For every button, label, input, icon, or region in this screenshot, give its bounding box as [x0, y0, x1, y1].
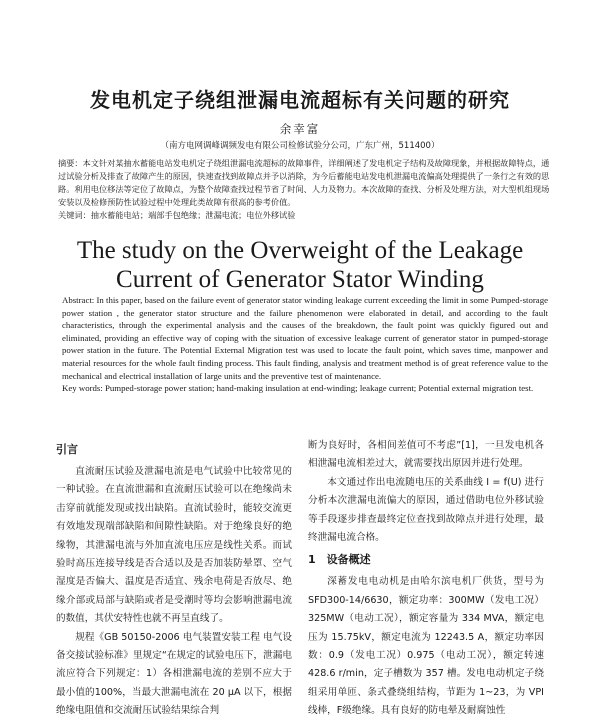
body-column-right	[308, 437, 544, 721]
english-title-line-2: Current of Generator Stator Winding	[116, 266, 484, 293]
introduction-paragraph-2: 规程《GB 50150-2006 电气装置安装工程 电气设备交接试验标准》里规定“在规定的试验电压下，泄漏电流应符合下列规定：1）各相泄漏电流的差别不应大于最小值的100%，当最大泄漏电流在 20 μA 以下，根据绝缘电阻值和交流耐压试验结果综合判	[56, 631, 292, 717]
chinese-abstract	[58, 157, 550, 222]
english-title	[0, 236, 600, 294]
chinese-keywords: 关键词：抽水蓄能电站；端部手包绝缘；泄漏电流；电位外移试验	[58, 210, 296, 220]
section-heading-introduction: 引言	[56, 443, 78, 456]
english-title-line-1: The study on the Overweight of the Leakage	[76, 237, 524, 264]
section-heading-equipment-overview: 1 设备概述	[308, 553, 371, 567]
english-abstract	[62, 294, 548, 395]
chinese-abstract-text: 摘要：本文针对某抽水蓄能电站发电机定子绕组泄漏电流超标的故障事件，详细阐述了发电机定子结构及故障现象，并根据故障特点，通过试验分析及排查了故障产生的原因，快速查找到故障点并予以消除，为今后蓄能电站发电机泄漏电流偏高处理提供了一条行之有效的思路。利用电位移法等定位了故障点，为整个故障查找过程节省了时间、人力及物力。本次故障的查找、分析及处理方法，对大型机组现场安装以及检修预防性试验过程中处理此类故障有很高的参考价值。	[58, 158, 550, 207]
english-abstract-text: Abstract: In this paper, based on the failure event of generator stator winding leakage current exceeding the limit in some Pumped-storage power station , the generator stator structure and the failure phenomenon were elaborated in detail, and according to the fault characteristics, through the experimental analysis and the causes of the breakdown, the fault point was quickly figured out and eliminated, providing an effective way of coping with the situation of excessive leakage current of generator stator in pumped-storage power station in the future. The Potential External Migration test was used to locate the fault point, which saves time, manpower and material resources for the whole fault finding process. This fault finding, analysis and treatment method is of great reference value to the mechanical and electrical installation of large units and the preventive test of maintenance.	[62, 295, 548, 381]
author-affiliation: （南方电网调峰调频发电有限公司检修试验分公司，广东广州，511400）	[160, 141, 440, 151]
author-name: 余幸富	[279, 122, 321, 136]
english-keywords: Key words: Pumped-storage power station; hand-making insulation at end-winding; leakage current; Potential external migration test.	[62, 383, 534, 394]
introduction-paragraph-3: 本文通过作出电流随电压的关系曲线 I = f(U) 进行分析本次泄漏电流偏大的原因，通过借助电位外移试验等手段逐步排查最终定位查找到故障点并进行处理，最终泄漏电流合格。	[308, 476, 544, 544]
body-column-left	[56, 437, 292, 721]
chinese-title: 发电机定子绕组泄漏电流超标有关问题的研究	[90, 88, 510, 112]
equipment-overview-paragraph: 深蓄发电电动机是由哈尔滨电机厂供货，型号为 SFD300-14/6630，额定功率：300MW（发电工况）325MW（电动工况），额定容量为 334 MVA，额定电压为 15.75kV，额定电流为 12243.5 A，额定功率因数：0.9（发电工况）0.975（电动工况），额定转速 428.6 r/min，定子槽数为 357 槽。发电电动机定子绕组采用单匝、条式叠绕组结构，节距为 1~23，为 VPI 线棒，F级绝缘。具有良好的防电晕及耐腐蚀性	[308, 576, 544, 717]
introduction-paragraph-continued: 断为良好时，各相间差值可不考虑”[1]，一旦发电机各相泄漏电流相差过大，就需要找出原因并进行处理。	[308, 440, 544, 470]
introduction-paragraph-1: 直流耐压试验及泄漏电流是电气试验中比较常见的一种试验。在直流泄漏和直流耐压试验可以在绝缘尚未击穿前就能发现或找出缺陷。直流试验时，能较交流更有效地发现端部缺陷和间隙性缺陷。对于绝缘良好的绝缘物，其泄漏电流与外加直流电压应是线性关系。而试验时高压连接导线是否合适以及是否加装防晕罩、空气湿度是否偏大、温度是否适宜、残余电荷是否放尽、绝缘介部或局部与缺陷或者是受潮时等均会影响泄漏电流的数值，其伏安特性也就不再呈直线了。	[56, 466, 292, 625]
